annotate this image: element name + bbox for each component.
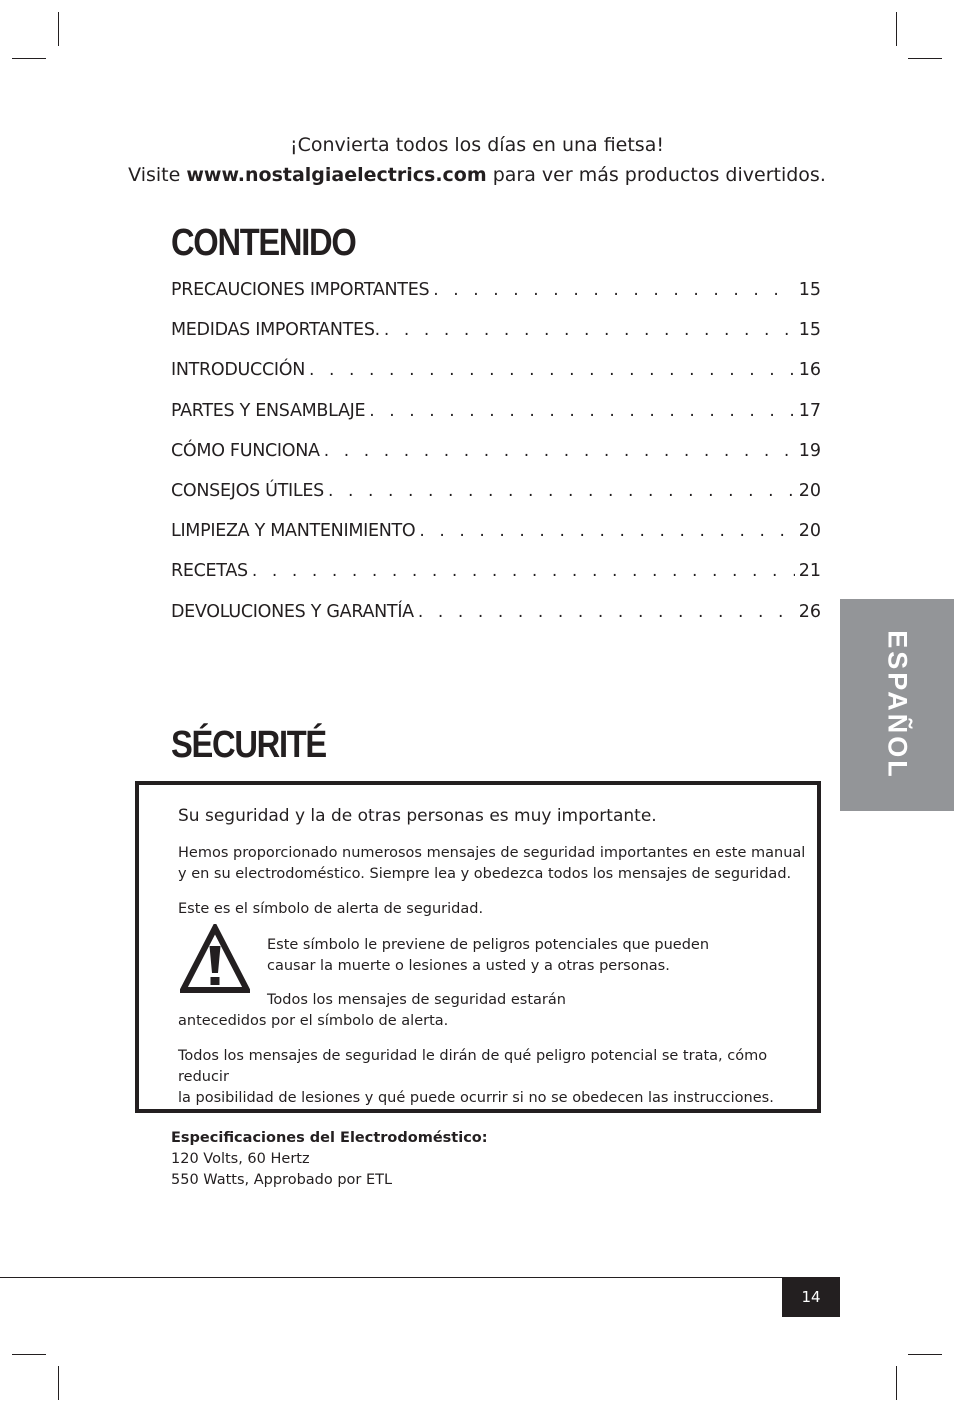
toc-entry[interactable]	[171, 441, 821, 481]
toc-entry-page: 15	[798, 320, 821, 341]
crop-mark	[896, 1366, 897, 1400]
crop-mark	[896, 12, 897, 46]
preceded-line1: Todos los mensajes de seguridad estarán	[267, 992, 566, 1008]
safety-paragraph	[178, 843, 805, 885]
warning-triangle-icon	[180, 924, 250, 994]
toc-leader-dots	[252, 561, 795, 581]
tagline-line2	[0, 160, 954, 190]
contents-heading: CONTENIDO	[171, 222, 356, 264]
toc-leader-dots	[384, 320, 795, 340]
toc-entry[interactable]	[171, 360, 821, 400]
toc-entry-page: 26	[798, 601, 821, 622]
toc-leader-dots	[328, 481, 795, 501]
text-line: causar la muerte o lesiones a usted y a otras personas.	[267, 958, 670, 974]
toc-entry-page: 19	[798, 440, 821, 461]
toc-entry[interactable]	[171, 602, 821, 642]
toc-entry[interactable]	[171, 401, 821, 441]
toc-entry-label: DEVOLUCIONES Y GARANTÍA	[171, 601, 414, 622]
toc-entry-page: 20	[798, 521, 821, 542]
toc-entry-label: PRECAUCIONES IMPORTANTES	[171, 280, 430, 300]
tagline-prefix: Visite	[128, 164, 181, 186]
text-line: Todos los mensajes de seguridad le dirán de qué peligro potencial se trata, cómo reducir	[178, 1048, 768, 1085]
specs-title: Especificaciones del Electrodoméstico:	[171, 1130, 488, 1146]
crop-mark	[908, 58, 942, 59]
crop-mark	[12, 1354, 46, 1355]
toc-entry-page: 21	[798, 561, 821, 582]
safety-box	[135, 781, 821, 1113]
safety-paragraph	[178, 1046, 817, 1109]
tagline-line1: ¡Convierta todos los días en una fietsa!	[290, 134, 664, 156]
toc-leader-dots	[418, 602, 795, 622]
symbol-description	[267, 935, 709, 977]
tagline	[0, 130, 954, 190]
tagline-suffix: para ver más productos divertidos.	[492, 164, 826, 186]
crop-mark	[58, 12, 59, 46]
crop-mark	[908, 1354, 942, 1355]
symbol-intro: Este es el símbolo de alerta de seguridad.	[178, 901, 484, 917]
toc-entry[interactable]	[171, 320, 821, 360]
table-of-contents	[171, 280, 821, 642]
toc-entry-page: 15	[798, 280, 821, 300]
crop-mark	[58, 1366, 59, 1400]
toc-entry-page: 17	[798, 400, 821, 421]
toc-entry[interactable]	[171, 481, 821, 521]
footer-rule	[0, 1277, 840, 1278]
toc-entry-label: MEDIDAS IMPORTANTES.	[171, 320, 380, 341]
page-number: 14	[782, 1277, 840, 1317]
text-line: Este símbolo le previene de peligros potenciales que pueden	[267, 937, 710, 953]
specs-line: 120 Volts, 60 Hertz	[171, 1151, 310, 1167]
safety-heading: SÉCURITÉ	[171, 724, 326, 766]
toc-entry-page: 20	[798, 480, 821, 501]
toc-entry[interactable]	[171, 521, 821, 561]
safety-lead: Su seguridad y la de otras personas es muy importante.	[178, 806, 657, 826]
appliance-specs	[171, 1128, 488, 1191]
text-line: la posibilidad de lesiones y qué puede ocurrir si no se obedecen las instrucciones.	[178, 1090, 774, 1106]
text-line: y en su electrodoméstico. Siempre lea y obedezca todos los mensajes de seguridad.	[178, 866, 792, 882]
specs-line: 550 Watts, Approbado por ETL	[171, 1172, 393, 1188]
toc-entry-label: PARTES Y ENSAMBLAJE	[171, 400, 366, 421]
language-tab-label: ESPAÑOL	[882, 630, 913, 780]
toc-entry-label: LIMPIEZA Y MANTENIMIENTO	[171, 521, 416, 542]
website-link[interactable]: www.nostalgiaelectrics.com	[186, 164, 487, 186]
toc-entry-label: CÓMO FUNCIONA	[171, 440, 320, 461]
toc-leader-dots	[433, 280, 794, 300]
preceded-line2: antecedidos por el símbolo de alerta.	[178, 1013, 449, 1029]
toc-leader-dots	[369, 401, 794, 421]
language-tab	[840, 599, 954, 811]
toc-entry[interactable]	[171, 280, 821, 320]
toc-leader-dots	[324, 441, 795, 461]
crop-mark	[12, 58, 46, 59]
toc-leader-dots	[419, 521, 794, 541]
text-line: Hemos proporcionado numerosos mensajes de seguridad importantes en este manual	[178, 845, 806, 861]
toc-entry-page: 16	[798, 360, 821, 381]
toc-entry-label: INTRODUCCIÓN	[171, 360, 306, 381]
toc-leader-dots	[309, 360, 795, 380]
toc-entry-label: CONSEJOS ÚTILES	[171, 480, 324, 501]
toc-entry-label: RECETAS	[171, 561, 248, 582]
toc-entry[interactable]	[171, 561, 821, 601]
